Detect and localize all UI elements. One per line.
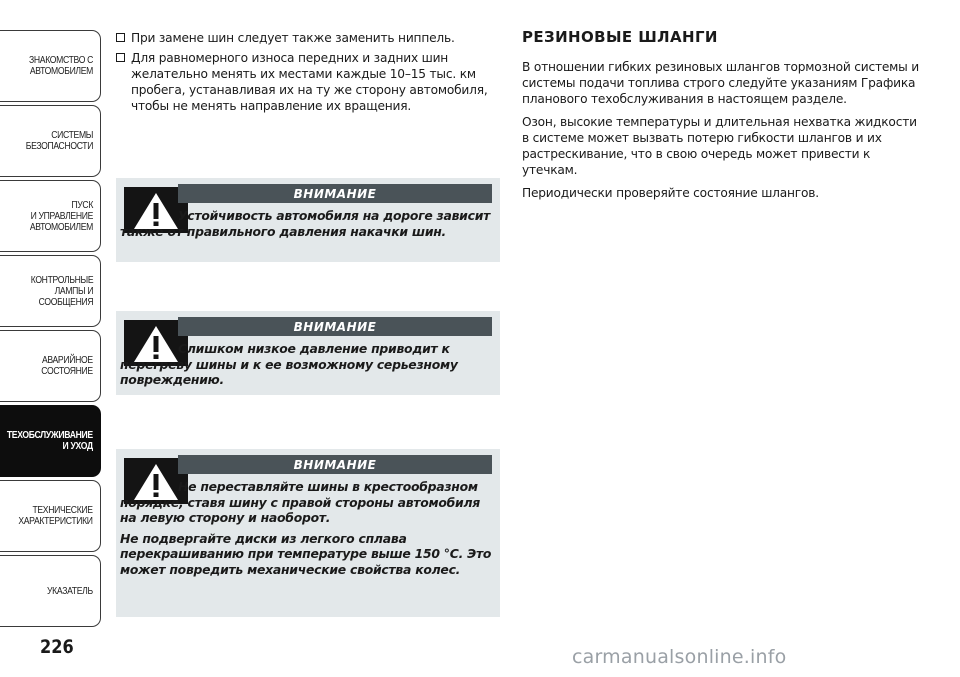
watermark: carmanualsonline.info [572, 646, 787, 668]
warning-paragraph: Не переставляйте шины в крестообразном порядке, ставя шину с правой стороны автомобиля на левую сторону и наоборот. [120, 479, 480, 525]
tab-label: УКАЗАТЕЛЬ [47, 584, 93, 597]
warning-header: ВНИМАНИЕ [178, 317, 492, 336]
body-paragraph: Озон, высокие температуры и длительная нехватка жидкости в системе может вызвать потерю гибкости шлангов и их растрескивание, что в свою очередь может привести к утечкам. [522, 115, 917, 177]
warning-paragraph: Устойчивость автомобиля на дороге зависит также от правильного давления накачки шин. [120, 208, 491, 239]
rubber-hoses-section [522, 28, 922, 208]
list-item [116, 50, 500, 114]
warning-header: ВНИМАНИЕ [178, 455, 492, 474]
tab-safety[interactable] [0, 105, 101, 177]
page-number: 226 [40, 636, 74, 658]
warning-box [116, 311, 500, 395]
tab-label: ПУСК И УПРАВЛЕНИЕ АВТОМОБИЛЕМ [29, 198, 93, 233]
list-item [116, 30, 500, 46]
tab-label: ТЕХОБСЛУЖИВАНИЕ И УХОД [7, 429, 93, 452]
body-paragraph: В отношении гибких резиновых шлангов тормозной системы и системы подачи топлива строго следуйте указаниям Графика планового техобслуживания в настоящем разделе. [522, 60, 919, 106]
bullet-list [116, 30, 500, 118]
chapter-sidebar [0, 0, 104, 640]
warning-header: ВНИМАНИЕ [178, 184, 492, 203]
bullet-text: Для равномерного износа передних и задних шин желательно менять их местами каждые 10–15 тыс. км пробега, устанавливая их на ту же сторону автомобиля, чтобы не менять направление их вращения. [131, 51, 488, 113]
checkbox-bullet-icon [116, 53, 125, 62]
checkbox-bullet-icon [116, 33, 125, 42]
warning-box [116, 449, 500, 617]
tab-intro[interactable] [0, 30, 101, 102]
tab-label: ТЕХНИЧЕСКИЕ ХАРАКТЕРИСТИКИ [18, 504, 93, 527]
tab-label: АВАРИЙНОЕ СОСТОЯНИЕ [41, 354, 93, 377]
bullet-text: При замене шин следует также заменить ниппель. [131, 31, 455, 45]
warning-text [120, 208, 494, 244]
tab-label: СИСТЕМЫ БЕЗОПАСНОСТИ [25, 129, 93, 152]
tab-label: КОНТРОЛЬНЫЕ ЛАМПЫ И СООБЩЕНИЯ [30, 273, 93, 308]
warning-text [120, 341, 494, 393]
warning-paragraph: Не подвергайте диски из легкого сплава перекрашиванию при температуре выше 150 °C. Это может повредить механические свойства колес. [120, 530, 492, 577]
warning-box [116, 178, 500, 262]
body-paragraph: Периодически проверяйте состояние шлангов. [522, 186, 819, 200]
tab-emergency[interactable] [0, 330, 101, 402]
tab-maintenance[interactable] [0, 405, 101, 477]
tab-starting-driving[interactable] [0, 180, 101, 252]
tab-warning-lights[interactable] [0, 255, 101, 327]
warning-text [120, 479, 494, 582]
tab-specifications[interactable] [0, 480, 101, 552]
tab-label: ЗНАКОМСТВО С АВТОМОБИЛЕМ [29, 54, 93, 77]
tab-index[interactable] [0, 555, 101, 627]
warning-paragraph: Слишком низкое давление приводит к перегреву шины и к ее возможному серьезному повреждению. [120, 341, 458, 387]
section-title: РЕЗИНОВЫЕ ШЛАНГИ [522, 28, 718, 46]
